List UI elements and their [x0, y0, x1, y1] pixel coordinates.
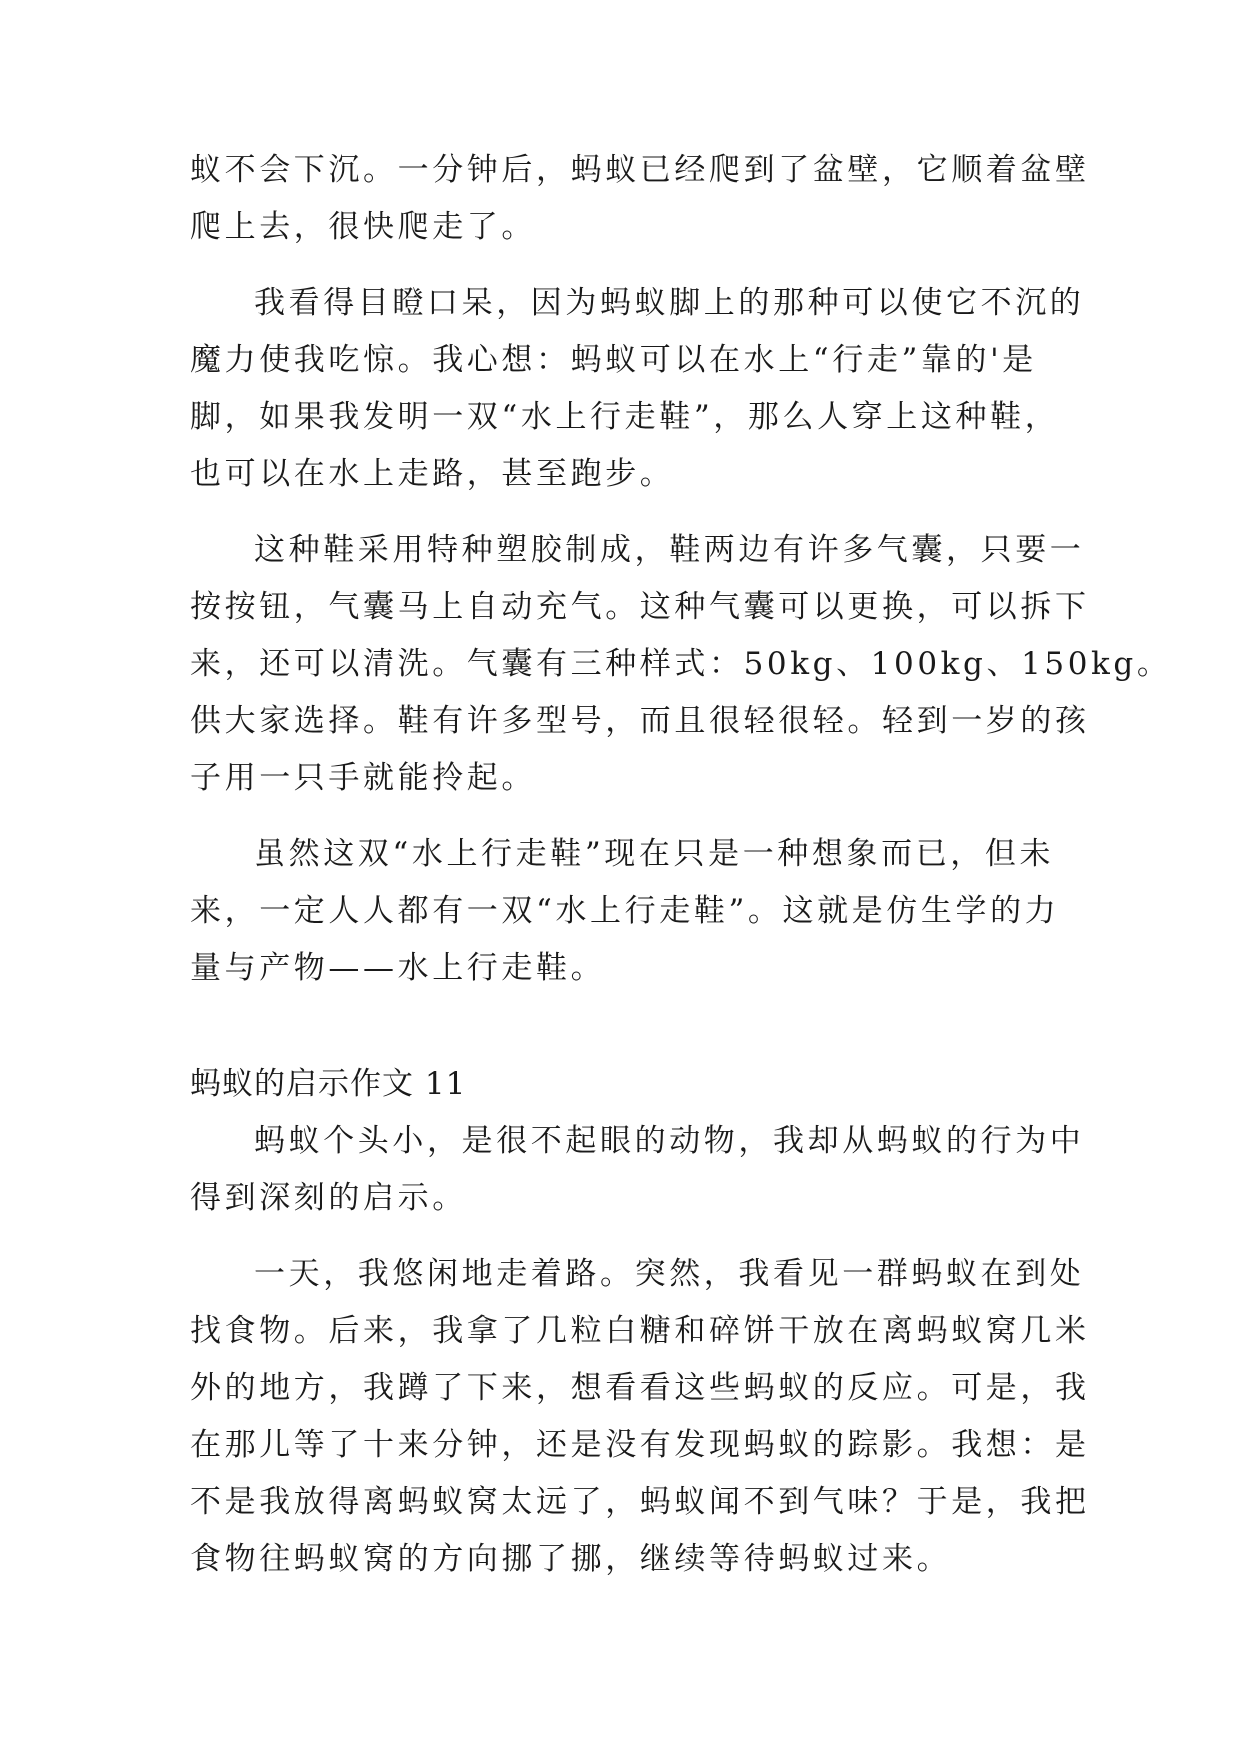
text-line: 来，还可以清洗。气囊有三种样式：50kg、100kg、150kg。 — [190, 646, 1172, 682]
paragraph-first-line: 这种鞋采用特种塑胶制成，鞋两边有许多气囊，只要一 — [254, 532, 1085, 568]
text-line: 供大家选择。鞋有许多型号，而且很轻很轻。轻到一岁的孩 — [190, 703, 1090, 739]
text-line: 量与产物——水上行走鞋。 — [190, 950, 606, 986]
text-line: 不是我放得离蚂蚁窝太远了，蚂蚁闻不到气味？于是，我把 — [190, 1484, 1090, 1520]
text-line: 爬上去，很快爬走了。 — [190, 209, 536, 245]
text-line: 也可以在水上走路，甚至跑步。 — [190, 456, 675, 492]
text-line: 蚁不会下沉。一分钟后，蚂蚁已经爬到了盆壁，它顺着盆壁 — [190, 152, 1090, 188]
section-heading: 蚂蚁的启示作文 11 — [190, 1066, 467, 1102]
paragraph-first-line: 一天，我悠闲地走着路。突然，我看见一群蚂蚁在到处 — [254, 1256, 1085, 1292]
text-line: 食物往蚂蚁窝的方向挪了挪，继续等待蚂蚁过来。 — [190, 1541, 952, 1577]
text-line: 在那儿等了十来分钟，还是没有发现蚂蚁的踪影。我想：是 — [190, 1427, 1090, 1463]
text-line: 按按钮，气囊马上自动充气。这种气囊可以更换，可以拆下 — [190, 589, 1090, 625]
text-line: 找食物。后来，我拿了几粒白糖和碎饼干放在离蚂蚁窝几米 — [190, 1313, 1090, 1349]
text-line: 魔力使我吃惊。我心想：蚂蚁可以在水上“行走”靠的'是 — [190, 342, 1037, 378]
text-line: 外的地方，我蹲了下来，想看看这些蚂蚁的反应。可是，我 — [190, 1370, 1090, 1406]
paragraph-first-line: 虽然这双“水上行走鞋”现在只是一种想象而已，但未 — [254, 836, 1055, 872]
text-line: 子用一只手就能拎起。 — [190, 760, 536, 796]
paragraph-first-line: 我看得目瞪口呆，因为蚂蚁脚上的那种可以使它不沉的 — [254, 285, 1085, 321]
paragraph-first-line: 蚂蚁个头小，是很不起眼的动物，我却从蚂蚁的行为中 — [254, 1123, 1085, 1159]
text-line: 得到深刻的启示。 — [190, 1180, 467, 1216]
text-line: 来，一定人人都有一双“水上行走鞋”。这就是仿生学的力 — [190, 893, 1060, 929]
text-line: 脚，如果我发明一双“水上行走鞋”，那么人穿上这种鞋， — [190, 399, 1060, 435]
